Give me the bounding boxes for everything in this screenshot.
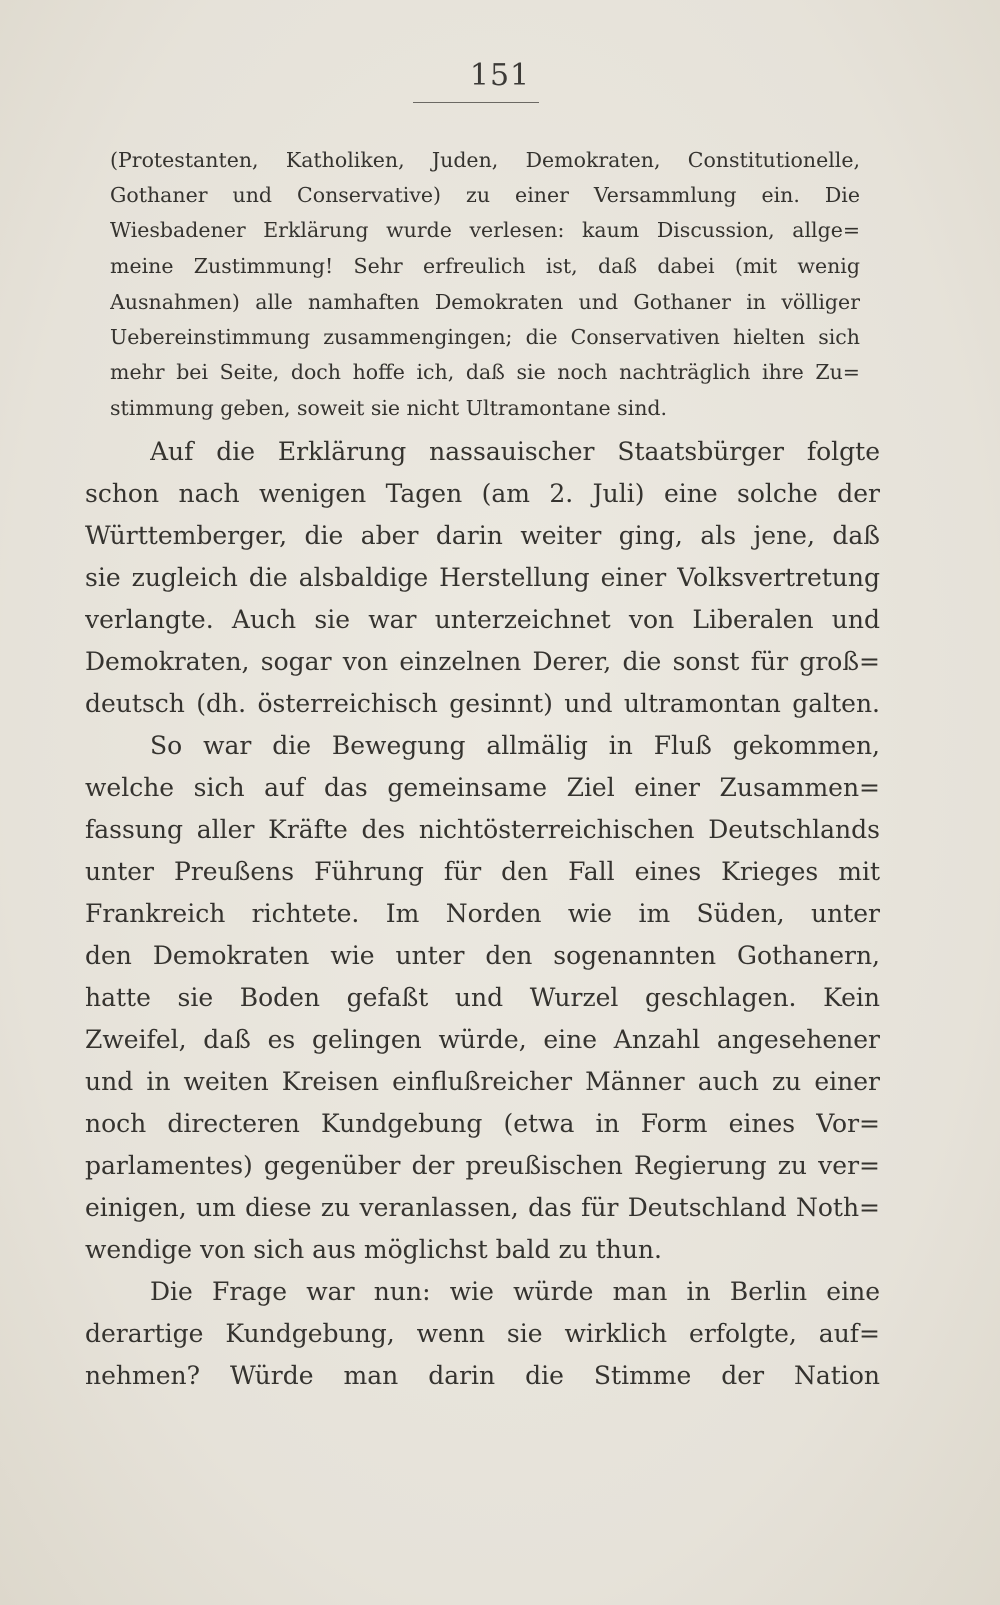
footnote-line: meine Zustimmung! Sehr erfreulich ist, daß dabei (mit wenig <box>110 254 860 278</box>
header-rule <box>413 102 539 103</box>
body-line: Frankreich richtete. Im Norden wie im Süden, unter <box>85 899 880 928</box>
body-line: derartige Kundgebung, wenn sie wirklich erfolgte, auf= <box>85 1319 880 1348</box>
footnote-line: mehr bei Seite, doch hoffe ich, daß sie noch nachträglich ihre Zu= <box>110 360 860 384</box>
footnote-line: Uebereinstimmung zusammengingen; die Conservativen hielten sich <box>110 325 860 349</box>
body-line: sie zugleich die alsbaldige Herstellung einer Volksvertretung <box>85 563 880 592</box>
footnote-line: (Protestanten, Katholiken, Juden, Demokraten, Constitutionelle, <box>110 148 860 172</box>
body-line: Demokraten, sogar von einzelnen Derer, die sonst für groß= <box>85 647 880 676</box>
body-line: den Demokraten wie unter den sogenannten Gothanern, <box>85 941 880 970</box>
body-line: noch directeren Kundgebung (etwa in Form eines Vor= <box>85 1109 880 1138</box>
body-line: fassung aller Kräfte des nichtösterreichischen Deutschlands <box>85 815 880 844</box>
body-line: So war die Bewegung allmälig in Fluß gekommen, <box>150 731 880 760</box>
footnote-line: Ausnahmen) alle namhaften Demokraten und Gothaner in völliger <box>110 290 860 314</box>
body-line: einigen, um diese zu veranlassen, das für Deutschland Noth= <box>85 1193 880 1222</box>
body-line: deutsch (dh. österreichisch gesinnt) und ultramontan galten. <box>85 689 880 718</box>
body-line: unter Preußens Führung für den Fall eines Krieges mit <box>85 857 880 886</box>
footnote-line: Gothaner und Conservative) zu einer Versammlung ein. Die <box>110 183 860 207</box>
body-line: parlamentes) gegenüber der preußischen Regierung zu ver= <box>85 1151 880 1180</box>
body-line: Die Frage war nun: wie würde man in Berlin eine <box>150 1277 880 1306</box>
body-line: wendige von sich aus möglichst bald zu thun. <box>85 1235 662 1264</box>
body-line: verlangte. Auch sie war unterzeichnet von Liberalen und <box>85 605 880 634</box>
body-line: hatte sie Boden gefaßt und Wurzel geschlagen. Kein <box>85 983 880 1012</box>
body-line: Auf die Erklärung nassauischer Staatsbürger folgte <box>150 437 880 466</box>
body-line: schon nach wenigen Tagen (am 2. Juli) eine solche der <box>85 479 880 508</box>
body-line: Württemberger, die aber darin weiter ging, als jene, daß <box>85 521 880 550</box>
footnote-line: stimmung geben, soweit sie nicht Ultramontane sind. <box>110 396 668 420</box>
footnote-line: Wiesbadener Erklärung wurde verlesen: kaum Discussion, allge= <box>110 218 860 242</box>
page-number: 151 <box>469 58 531 93</box>
body-line: und in weiten Kreisen einflußreicher Männer auch zu einer <box>85 1067 880 1096</box>
body-line: nehmen? Würde man darin die Stimme der Nation <box>85 1361 880 1390</box>
body-line: welche sich auf das gemeinsame Ziel einer Zusammen= <box>85 773 880 802</box>
body-line: Zweifel, daß es gelingen würde, eine Anzahl angesehener <box>85 1025 880 1054</box>
